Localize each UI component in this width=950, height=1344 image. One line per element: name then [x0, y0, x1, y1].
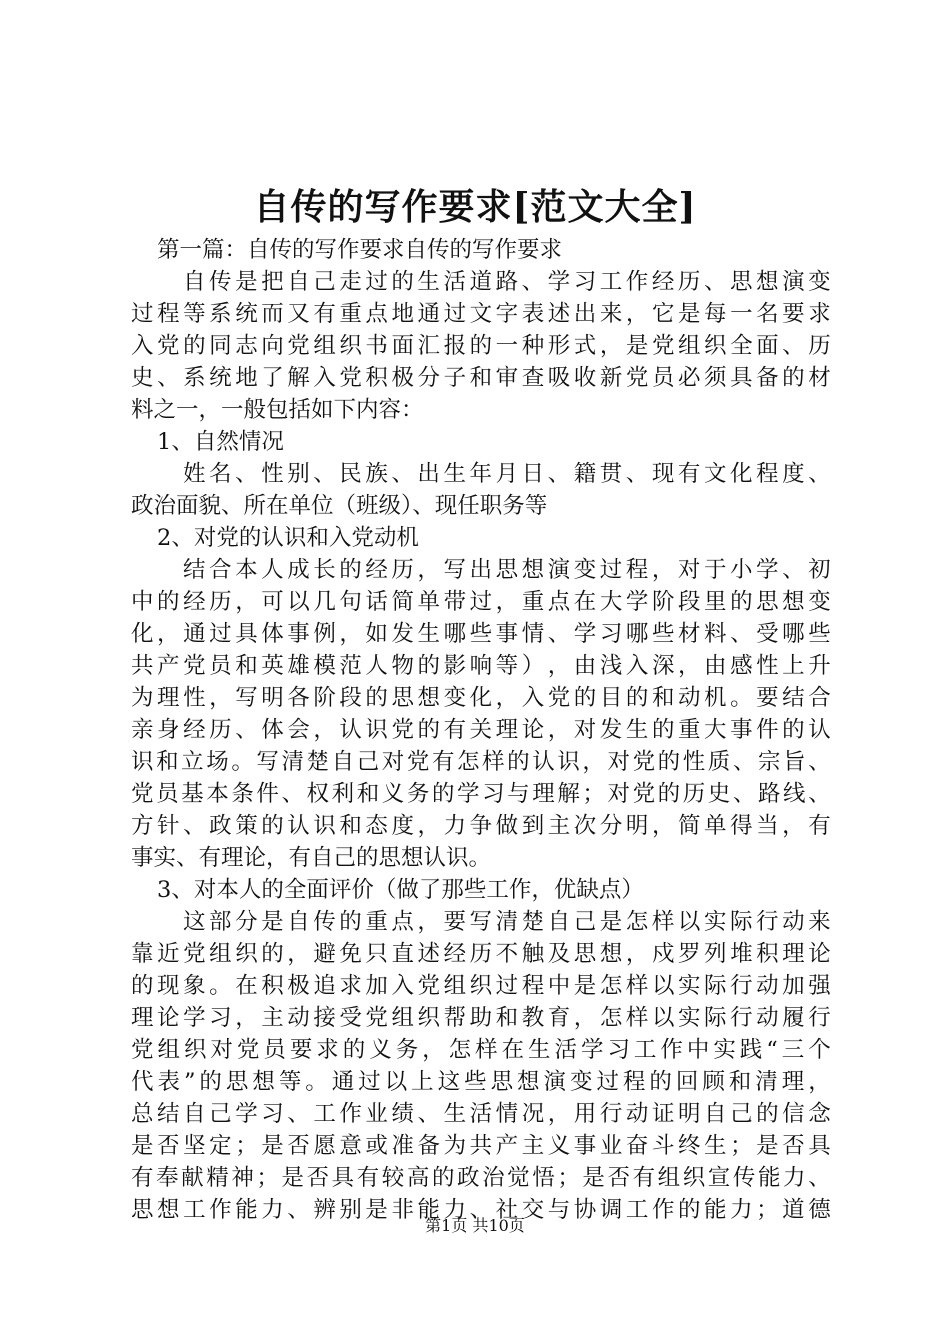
text-line: 代 表 ” 的 思 想 等 。 通 过 以 上 这 些 思 想 演 变 过 程 的 回 顾 和 清 理 ， — [131, 1069, 831, 1095]
text-line: 政治面貌、所在单位（班级）、现任职务等 — [131, 493, 548, 519]
text-line: 思 想 工 作 能 力 、 辨 别 是 非 能 力 、 社 交 与 协 调 工 作 的 能 力 ； 道 德 — [131, 1197, 831, 1223]
text-line: 党 员 基 本 条 件 、 权 利 和 义 务 的 学 习 与 理 解 ； 对 党 的 历 史 、 路 线 、 — [131, 781, 831, 807]
text-line: 靠 近 党 组 织 的 ， 避 免 只 直 述 经 历 不 触 及 思 想 ， 戍 罗 列 堆 积 理 论 — [131, 941, 831, 967]
text-line: 方 针 、 政 策 的 认 识 和 态 度 ， 力 争 做 到 主 次 分 明 ， 简 单 得 当 ， 有 — [131, 813, 831, 839]
text-line: 是 否 坚 定 ； 是 否 愿 意 或 准 备 为 共 产 主 义 事 业 奋 斗 终 生 ； 是 否 具 — [131, 1133, 831, 1159]
text-line: 中 的 经 历 ， 可 以 几 句 话 简 单 带 过 ， 重 点 在 大 学 阶 段 里 的 思 想 变 — [131, 589, 831, 615]
text-line: 共 产 党 员 和 英 雄 模 范 人 物 的 影 响 等 ） ， 由 浅 入 深 ， 由 感 性 上 升 — [131, 653, 831, 679]
text-line: 料之一，一般包括如下内容： — [131, 397, 424, 423]
text-line: 3、对本人的全面评价（做了那些工作，优缺点） — [157, 877, 644, 903]
text-line: 2、对党的认识和入党动机 — [157, 525, 419, 551]
text-line: 亲 身 经 历 、 体 会 ， 认 识 党 的 有 关 理 论 ， 对 发 生 的 重 大 事 件 的 认 — [131, 717, 831, 743]
text-line: 史 、 系 统 地 了 解 入 党 积 极 分 子 和 审 查 吸 收 新 党 员 必 须 具 备 的 材 — [131, 365, 831, 391]
text-line: 过 程 等 系 统 而 又 有 重 点 地 通 过 文 字 表 述 出 来 ， 它 是 每 一 名 要 求 — [131, 301, 831, 327]
text-line: 识 和 立 场 。 写 清 楚 自 己 对 党 有 怎 样 的 认 识 ， 对 党 的 性 质 、 宗 旨 、 — [131, 749, 831, 775]
text-line: 有 奉 献 精 神 ； 是 否 具 有 较 高 的 政 治 觉 悟 ； 是 否 有 组 织 宣 传 能 力 、 — [131, 1165, 831, 1191]
text-line: 党 组 织 对 党 员 要 求 的 义 务 ， 怎 样 在 生 活 学 习 工 作 中 实 践 “ 三 个 — [131, 1037, 831, 1063]
text-line: 这 部 分 是 自 传 的 重 点 ， 要 写 清 楚 自 己 是 怎 样 以 实 际 行 动 来 — [183, 909, 831, 935]
text-line: 结 合 本 人 成 长 的 经 历 ， 写 出 思 想 演 变 过 程 ， 对 于 小 学 、 初 — [183, 557, 831, 583]
document-title: 自传的写作要求[范文大全] — [253, 186, 697, 228]
text-line: 总 结 自 己 学 习 、 工 作 业 绩 、 生 活 情 况 ， 用 行 动 证 明 自 己 的 信 念 — [131, 1101, 831, 1127]
text-line: 为 理 性 ， 写 明 各 阶 段 的 思 想 变 化 ， 入 党 的 目 的 和 动 机 。 要 结 合 — [131, 685, 831, 711]
text-line: 理 论 学 习 ， 主 动 接 受 党 组 织 帮 助 和 教 育 ， 怎 样 以 实 际 行 动 履 行 — [131, 1005, 831, 1031]
page-footer: 第1页 共10页 — [425, 1216, 525, 1235]
text-line: 化 ， 通 过 具 体 事 例 ， 如 发 生 哪 些 事 情 、 学 习 哪 些 材 料 、 受 哪 些 — [131, 621, 831, 647]
text-line: 1、自然情况 — [157, 429, 284, 455]
text-line: 第一篇：自传的写作要求自传的写作要求 — [157, 237, 563, 263]
text-line: 的 现 象 。 在 积 极 追 求 加 入 党 组 织 过 程 中 是 怎 样 以 实 际 行 动 加 强 — [131, 973, 831, 999]
text-line: 事实、有理论，有自己的思想认识。 — [131, 845, 492, 871]
text-line: 自 传 是 把 自 己 走 过 的 生 活 道 路 、 学 习 工 作 经 历 、 思 想 演 变 — [183, 269, 831, 295]
text-line: 姓 名 、 性 别 、 民 族 、 出 生 年 月 日 、 籍 贯 、 现 有 文 化 程 度 、 — [183, 461, 831, 487]
document-body — [131, 234, 831, 1226]
text-line: 入 党 的 同 志 向 党 组 织 书 面 汇 报 的 一 种 形 式 ， 是 党 组 织 全 面 、 历 — [131, 333, 831, 359]
